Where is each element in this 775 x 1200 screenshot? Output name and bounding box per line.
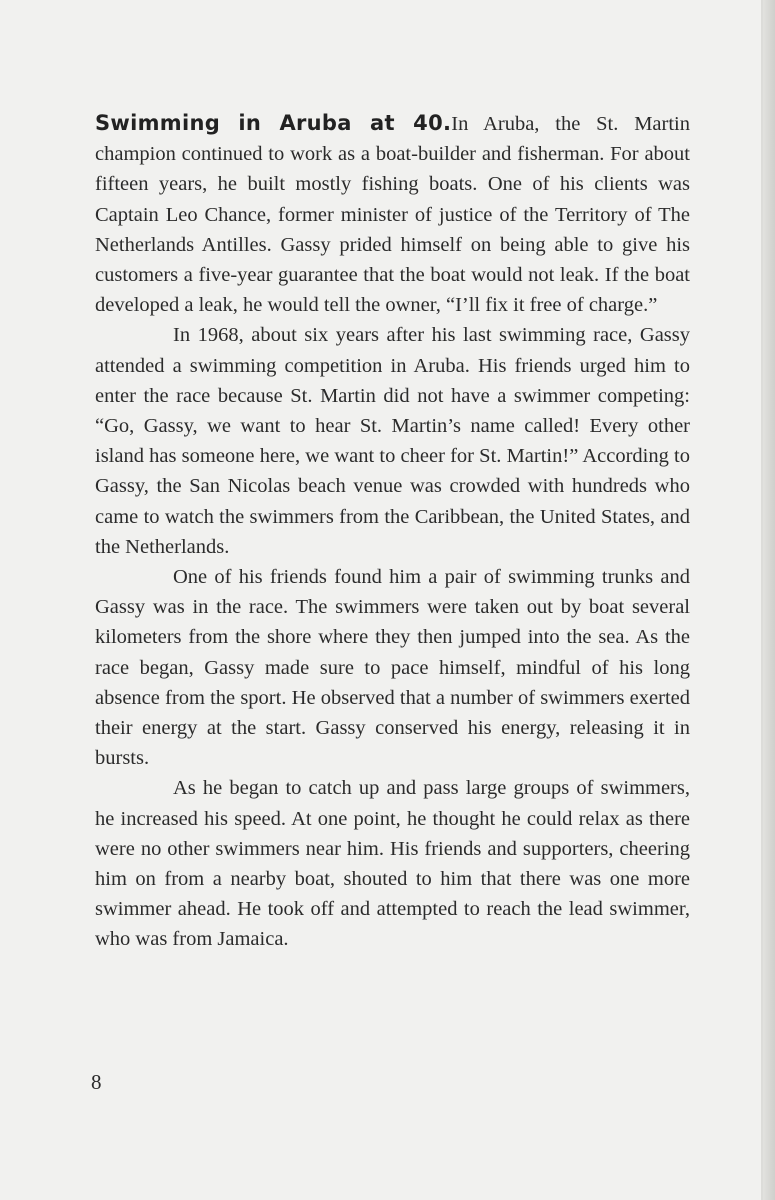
paragraph-4: As he began to catch up and pass large groups of swimmers, he increased his speed. At one point, he thought he could relax as there were no other swimmers near him. His friends and supporters, cheering him on from a nearby boat, shouted to him that there was one more swimmer ahead. He took off and attempted to reach the lead swimmer, who was from Jamaica. (95, 777, 690, 951)
paragraph-1 (95, 108, 690, 320)
section-heading: Swimming in Aruba at 40. (95, 111, 452, 135)
body-text (95, 108, 690, 955)
paragraph-1-text: In Aruba, the St. Martin champion continued to work as a boat-builder and fisherman. For about fifteen years, he built mostly fishing boats. One of his clients was Captain Leo Chance, former minister of justice of the Territory of The Netherlands Antilles. Gassy prided himself on being able to give his customers a five-year guarantee that the boat would not leak. If the boat developed a leak, he would tell the owner, “I’ll fix it free of charge.” (95, 113, 690, 317)
paragraph-2: In 1968, about six years after his last swimming race, Gassy attended a swimming competition in Aruba. His friends urged him to enter the race because St. Martin did not have a swimmer competing: “Go, Gassy, we want to hear St. Martin’s name called! Every other island has someone here, we want to cheer for St. Martin!” According to Gassy, the San Nicolas beach venue was crowded with hundreds who came to watch the swimmers from the Caribbean, the United States, and the Netherlands. (95, 324, 690, 558)
paragraph-3: One of his friends found him a pair of swimming trunks and Gassy was in the race. The swimmers were taken out by boat several kilometers from the shore where they then jumped into the sea. As the race began, Gassy made sure to pace himself, mindful of his long absence from the sport. He observed that a number of swimmers exerted their energy at the start. Gassy conserved his energy, releasing it in bursts. (95, 566, 690, 770)
page-edge (763, 0, 775, 1200)
page-number: 8 (91, 1070, 102, 1094)
